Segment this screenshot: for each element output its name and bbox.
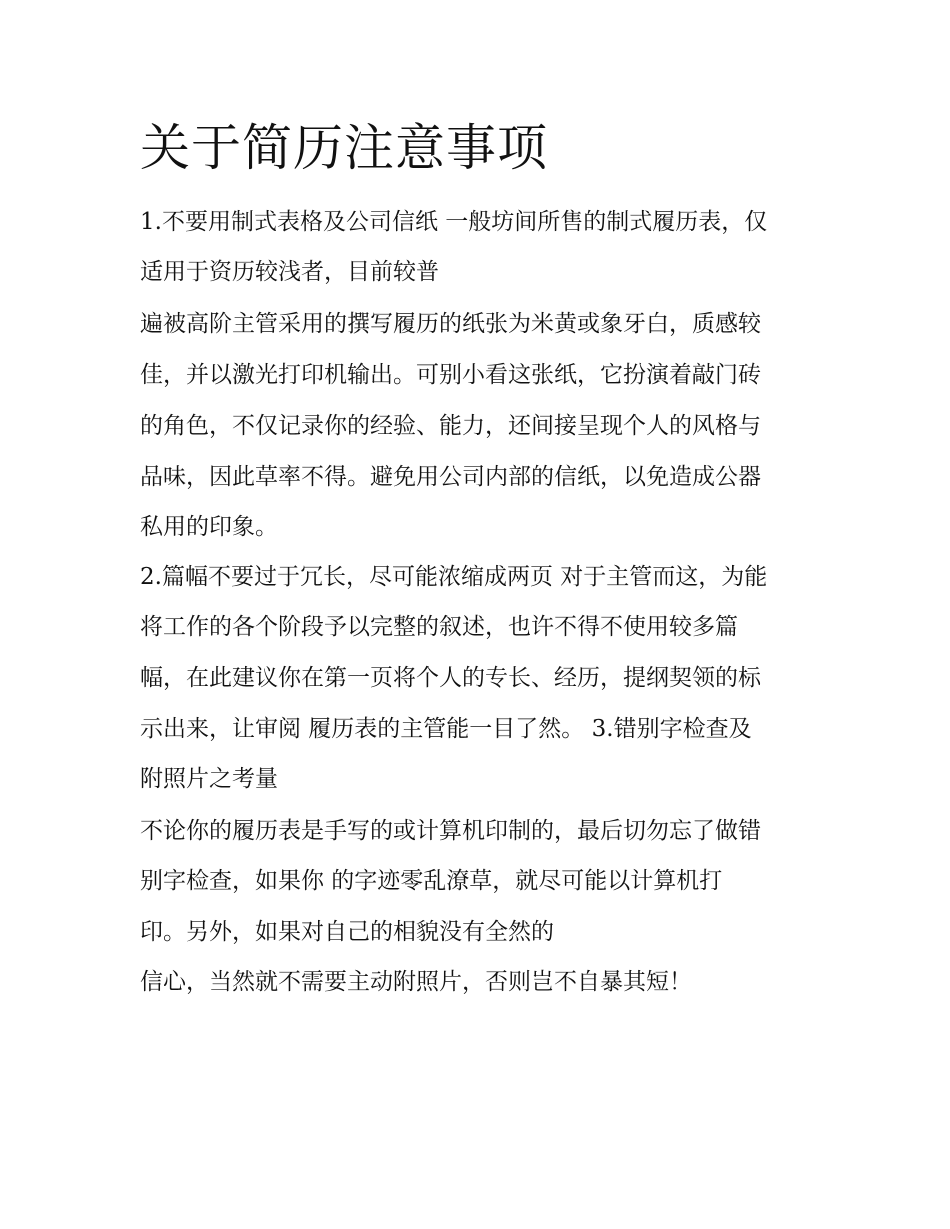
text-line: 信心，当然就不需要主动附照片，否则岂不自暴其短！ <box>140 969 692 995</box>
text-line: 印。另外，如果对自己的相貌没有全然的 <box>140 919 554 945</box>
text-line: 1.不要用制式表格及公司信纸 一般坊间所售的制式履历表，仅 <box>140 209 768 235</box>
page-title: 关于简历注意事项 <box>140 119 548 177</box>
text-line: 不论你的履历表是手写的或计算机印制的，最后切勿忘了做错 <box>140 818 761 844</box>
text-line: 遍被高阶主管采用的撰写履历的纸张为米黄或象牙白，质感较 <box>140 311 761 337</box>
text-line: 2.篇幅不要过于冗长，尽可能浓缩成两页 对于主管而这，为能 <box>140 564 768 590</box>
text-line: 佳，并以激光打印机输出。可别小看这张纸，它扮演着敲门砖 <box>140 362 761 388</box>
text-line: 附照片之考量 <box>140 766 278 792</box>
text-line: 私用的印象。 <box>140 514 278 540</box>
text-line: 将工作的各个阶段予以完整的叙述，也许不得不使用较多篇 <box>140 614 738 640</box>
text-line: 的角色，不仅记录你的经验、能力，还间接呈现个人的风格与 <box>140 413 761 439</box>
text-line: 适用于资历较浅者，目前较普 <box>140 259 439 285</box>
text-line: 幅，在此建议你在第一页将个人的专长、经历，提纲契领的标 <box>140 665 761 691</box>
text-line: 示出来，让审阅 履历表的主管能一目了然。 3.错别字检查及 <box>140 716 752 742</box>
text-line: 品味，因此草率不得。避免用公司内部的信纸，以免造成公器 <box>140 464 761 490</box>
text-line: 别字检查，如果你 的字迹零乱潦草，就尽可能以计算机打 <box>140 868 723 894</box>
